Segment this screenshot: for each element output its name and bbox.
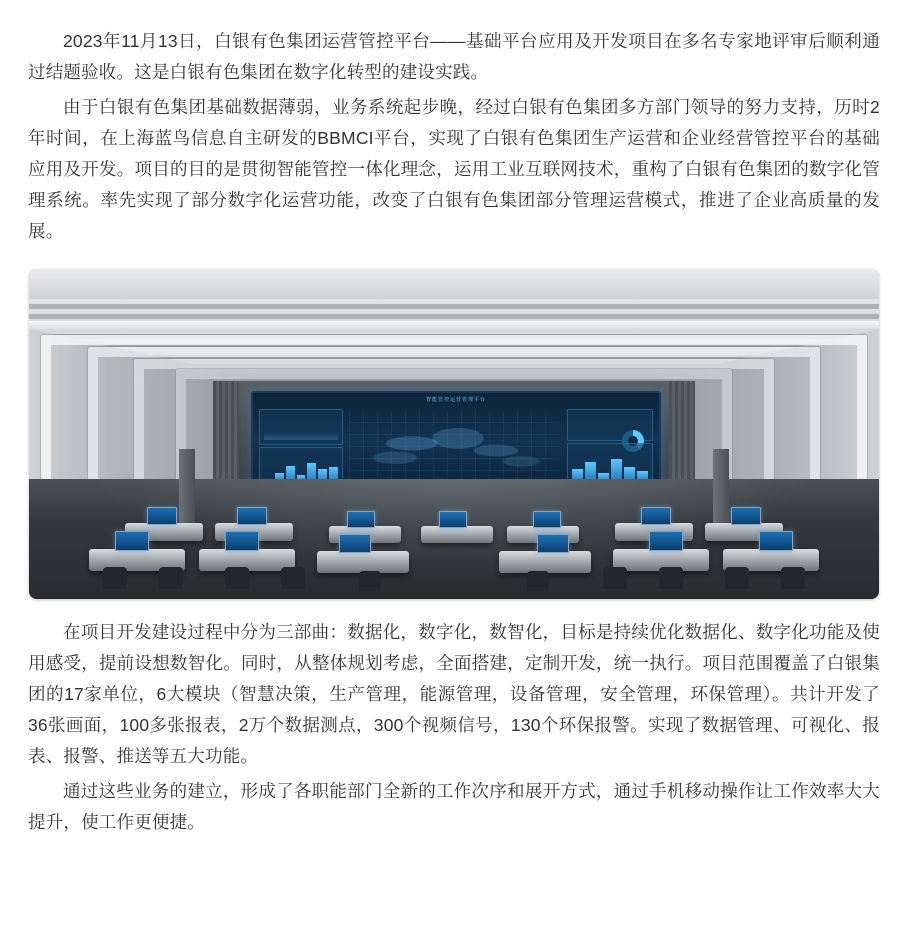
console-desk [499, 551, 591, 573]
console-monitor [339, 534, 371, 553]
ceiling-band-2 [29, 321, 879, 331]
console-monitor [347, 511, 375, 528]
console-monitor [225, 531, 259, 551]
console-monitor [439, 511, 467, 528]
paragraph-3: 在项目开发建设过程中分为三部曲：数据化，数字化，数智化，目标是持续优化数据化、数字化功能及使用感受，提前设想数智化。同时，从整体规划考虑，全面搭建，定制开发，统一执行。项目范围覆盖了白银集团的17家单位，6大模块（智慧决策，生产管理，能源管理，设备管理，安全管理，环保管理）。共计开发了36张画面，100多张报表，2万个数据测点，300个视频信号，130个环保报警。实现了数据管理、可视化、报表、报警、推送等五大功能。 [28, 622, 880, 766]
paragraph-4: 通过这些业务的建立，形成了各职能部门全新的工作次序和展开方式，通过手机移动操作让工作效率大大提升，使工作更便捷。 [28, 781, 880, 832]
room-illustration [29, 269, 879, 599]
paragraph-2: 由于白银有色集团基础数据薄弱，业务系统起步晚，经过白银有色集团多方部门领导的努力支持，历时2年时间，在上海蓝鸟信息自主研发的BBMCI平台，实现了白银有色集团生产运营和企业经营管控平台的基础应用及开发。项目的目的是贯彻智能管控一体化理念，运用工业互联网技术，重构了白银有色集团的数字化管理系统。率先实现了部分数字化运营功能，改变了白银有色集团部分管理运营模式，推进了企业高质量的发展。 [28, 97, 880, 241]
chair [103, 567, 127, 589]
video-wall-title: 智能管控运营管理平台 [425, 397, 486, 403]
chair [725, 567, 749, 589]
console-monitor [759, 531, 793, 551]
sparkline-chart [264, 420, 338, 440]
chair [659, 567, 683, 589]
console-monitor [641, 507, 671, 525]
chair [159, 567, 183, 589]
world-map-visual [349, 411, 559, 483]
figure-container [28, 269, 880, 599]
chart-panel-line [259, 409, 343, 445]
chair [359, 571, 381, 591]
chair [225, 567, 249, 589]
paragraph-1: 2023年11月13日，白银有色集团运营管控平台——基础平台应用及开发项目在多名专家地评审后顺利通过结题验收。这是白银有色集团在数字化转型的建设实践。 [28, 31, 880, 82]
console-monitor [533, 511, 561, 528]
chair [281, 567, 305, 589]
console-monitor [147, 507, 177, 525]
chair [781, 567, 805, 589]
console-monitor [115, 531, 149, 551]
ceiling-band-1 [29, 269, 879, 299]
chart-panel-donut [567, 409, 653, 441]
chair [603, 567, 627, 589]
console-monitor [237, 507, 267, 525]
console-monitor [537, 534, 569, 553]
console-desk [317, 551, 409, 573]
chair [527, 571, 549, 591]
console-monitor [731, 507, 761, 525]
console-desk [421, 526, 493, 543]
control-room-photo [29, 269, 879, 599]
console-monitor [649, 531, 683, 551]
